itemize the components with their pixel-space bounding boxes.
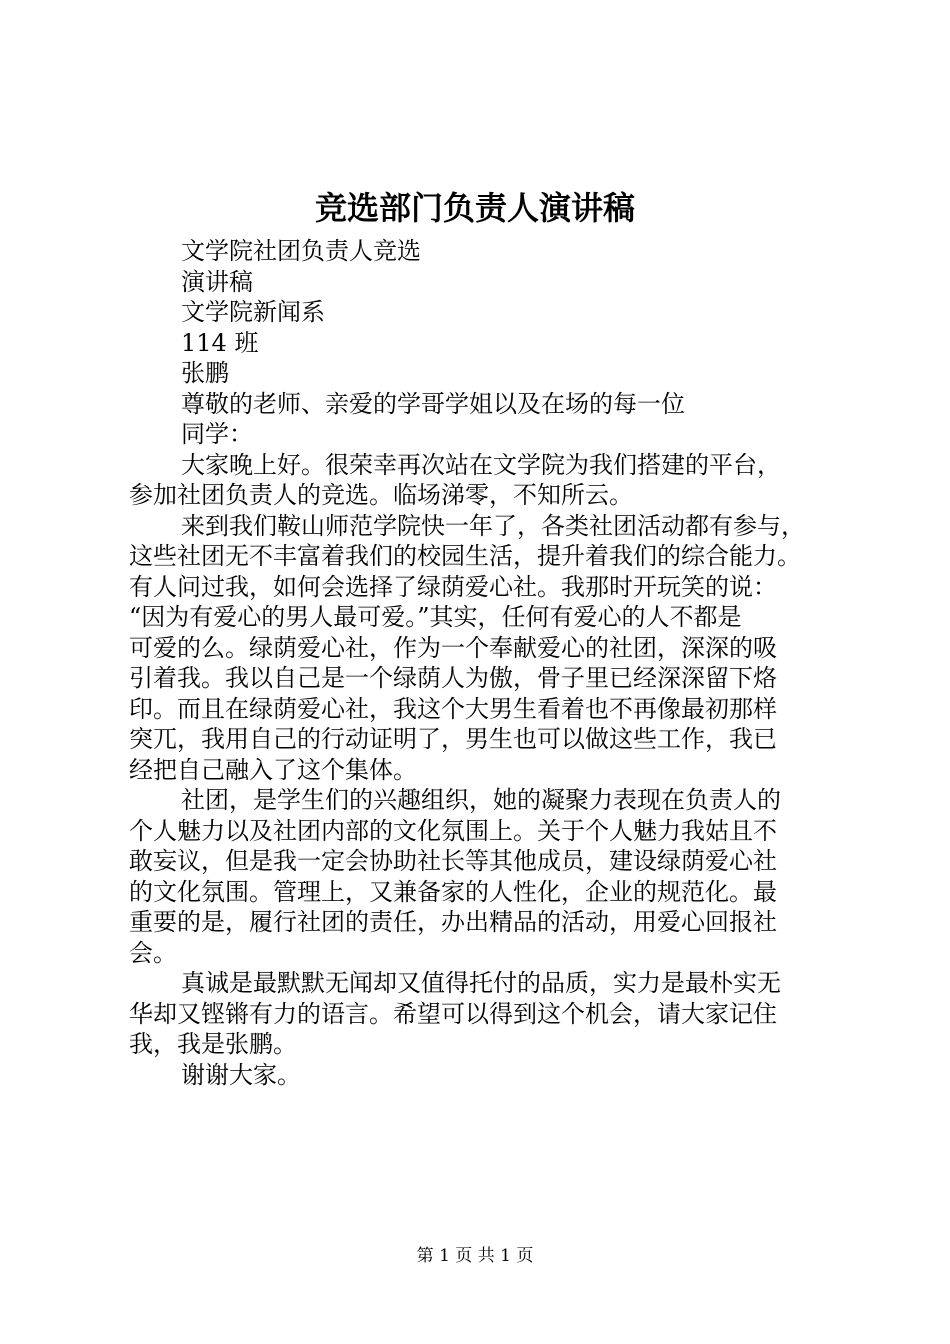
paragraph-line: 敢妄议，但是我一定会协助社长等其他成员，建设绿荫爱心社 (129, 847, 777, 875)
paragraph-line: 这些社团无不丰富着我们的校园生活，提升着我们的综合能力。 (129, 542, 801, 570)
header-line-class: 114 班 (181, 328, 259, 357)
page-title: 竞选部门负责人演讲稿 (314, 189, 635, 227)
page-number: 第 1 页 共 1 页 (416, 1246, 534, 1266)
paragraph-line: 会。 (129, 938, 177, 967)
paragraph-line: 的文化氛围。管理上，又兼备家的人性化，企业的规范化。最 (129, 877, 777, 906)
paragraph-club-culture (129, 785, 834, 968)
paragraph-line: 华却又铿锵有力的语言。希望可以得到这个机会，请大家记住 (129, 999, 777, 1028)
header-line-department: 文学院新闻系 (181, 298, 325, 326)
header-line-contest: 文学院社团负责人竞选 (181, 237, 421, 265)
paragraph-line: 来到我们鞍山师范学院快一年了，各类社团活动都有参与， (181, 511, 805, 540)
paragraph-line: 印。而且在绿荫爱心社，我这个大男生看着也不再像最初那样 (129, 694, 777, 723)
paragraph-line: 经把自己融入了这个集体。 (129, 755, 417, 784)
paragraph-line: 突兀，我用自己的行动证明了，男生也可以做这些工作，我已 (129, 725, 777, 753)
header-line-author: 张鹏 (181, 359, 229, 387)
paragraph-line: 谢谢大家。 (181, 1060, 301, 1089)
page-footer (0, 1244, 950, 1268)
paragraph-line: 社团，是学生们的兴趣组织，她的凝聚力表现在负责人的 (181, 786, 781, 814)
paragraph-line: 重要的是，履行社团的责任，办出精品的活动，用爱心回报社 (129, 908, 777, 936)
paragraph-line: 大家晚上好。很荣幸再次站在文学院为我们搭建的平台， (181, 450, 781, 479)
document-body (129, 236, 834, 1090)
paragraph-line: 真诚是最默默无闻却又值得托付的品质，实力是最朴实无 (181, 969, 781, 997)
paragraph-greeting (129, 450, 834, 511)
salutation-line: 尊敬的老师、亲爱的学哥学姐以及在场的每一位 (181, 389, 685, 418)
paragraph-line: 引着我。我以自己是一个绿荫人为傲，骨子里已经深深留下烙 (129, 664, 777, 692)
salutation-line-end: 同学： (181, 420, 253, 448)
paragraph-line: 我，我是张鹏。 (129, 1030, 297, 1058)
header-line-doc-type: 演讲稿 (181, 267, 253, 296)
paragraph-thanks (129, 1060, 834, 1091)
paragraph-line: “因为有爱心的男人最可爱。”其实，任何有爱心的人不都是 (129, 603, 742, 631)
paragraph-line: 有人问过我，如何会选择了绿荫爱心社。我那时开玩笑的说： (129, 572, 777, 601)
paragraph-line: 可爱的么。绿荫爱心社，作为一个奉献爱心的社团，深深的吸 (129, 633, 777, 662)
paragraph-line: 参加社团负责人的竞选。临场涕零，不知所云。 (129, 481, 633, 509)
paragraph-line: 个人魅力以及社团内部的文化氛围上。关于个人魅力我姑且不 (129, 816, 777, 845)
paragraph-sincerity (129, 968, 834, 1060)
paragraph-experience (129, 511, 834, 786)
